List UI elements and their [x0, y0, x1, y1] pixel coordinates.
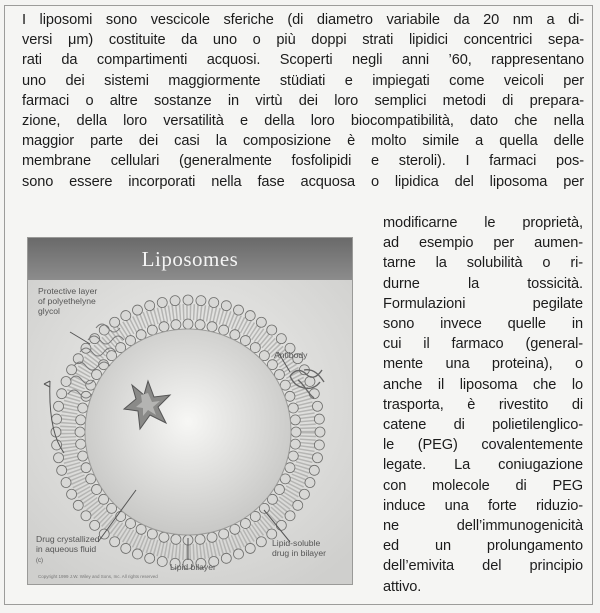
- lipid-head: [267, 325, 277, 335]
- text-line: Formulazioni pegilate: [383, 295, 583, 312]
- text-line: catene di polietilenglico-: [383, 417, 583, 434]
- lipid-head: [183, 319, 193, 329]
- lipid-head: [67, 489, 77, 499]
- lipid-head: [245, 311, 255, 321]
- text-line: modificarne le proprietà,: [383, 215, 583, 231]
- lipid-head: [54, 453, 64, 463]
- lipid-head: [290, 439, 300, 449]
- text-line: tarne la solubilità o ri-: [383, 255, 583, 272]
- lipid-head: [288, 451, 298, 461]
- lipid-head: [170, 296, 180, 306]
- label-drug-crystallized: Drug crystallized in aqueous fluid: [36, 534, 100, 554]
- lipid-head: [132, 549, 142, 559]
- text-line: sono invece quelle in: [383, 316, 583, 333]
- lipid-head: [315, 427, 325, 437]
- intro-paragraph: [22, 10, 584, 192]
- text-line: I liposomi sono vescicole sferiche (di diametro variabile da 20 nm a di-: [22, 12, 584, 28]
- lipid-head: [81, 463, 91, 473]
- lipid-head: [57, 389, 67, 399]
- lipid-head: [51, 427, 61, 437]
- text-line: mente una proteina), o: [383, 356, 583, 373]
- text-line: con molecole di PEG: [383, 477, 583, 494]
- lipid-head: [285, 463, 295, 473]
- lipid-head: [67, 365, 77, 375]
- lipid-head: [314, 414, 324, 424]
- label-lipid-bilayer: Lipid bilayer: [170, 562, 216, 572]
- text-line: ad esempio per aumen-: [383, 235, 583, 252]
- liposome-figure: [27, 237, 353, 585]
- lipid-head: [276, 334, 286, 344]
- lipid-head: [78, 451, 88, 461]
- text-line: anche il liposoma che lo: [383, 376, 583, 393]
- lipid-head: [157, 556, 167, 566]
- lipid-head: [312, 453, 322, 463]
- text-line: membrane cellulari (generalmente fosfolipidi e steroli). I farmaci pos-: [22, 153, 584, 170]
- lipid-head: [121, 543, 131, 553]
- text-line: le (PEG) covalentemente: [383, 437, 583, 454]
- lipid-head: [276, 520, 286, 530]
- lipid-head: [305, 376, 315, 386]
- lipid-head: [121, 311, 131, 321]
- lipid-head: [110, 317, 120, 327]
- lipid-head: [90, 520, 100, 530]
- text-line: legate. La coniugazione: [383, 457, 583, 474]
- text-line: induce una forte riduzio-: [383, 497, 583, 514]
- lipid-head: [293, 500, 303, 510]
- lipid-head: [159, 532, 169, 542]
- lipid-head: [81, 511, 91, 521]
- lipid-head: [234, 549, 244, 559]
- lipid-head: [290, 415, 300, 425]
- lipid-head: [299, 489, 309, 499]
- text-line: sono essere incorporati nella fase acquosa o lipidica del liposoma per: [22, 173, 584, 190]
- lipid-head: [147, 529, 157, 539]
- label-protective-layer: Protective layer of polyethelyne glycol: [38, 286, 98, 316]
- lipid-head: [73, 500, 83, 510]
- lipid-head: [147, 325, 157, 335]
- text-line: durne la tossicità.: [383, 275, 583, 292]
- text-line: zione, della loro versatilità e della loro biocompatibilità, dato che nella: [22, 113, 584, 130]
- lipid-head: [221, 301, 231, 311]
- text-line: trasporta, è rivestito di: [383, 396, 583, 413]
- text-line: cui il farmaco (general-: [383, 336, 583, 353]
- lipid-head: [75, 427, 85, 437]
- lipid-head: [52, 440, 62, 450]
- lipid-head: [219, 325, 229, 335]
- lipid-head: [157, 298, 167, 308]
- lipid-head: [57, 465, 67, 475]
- lipid-head: [52, 414, 62, 424]
- lipid-head: [61, 376, 71, 386]
- lipid-head: [285, 511, 295, 521]
- lipid-head: [221, 553, 231, 563]
- lipid-head: [76, 439, 86, 449]
- lipid-head: [207, 322, 217, 332]
- lipid-head: [145, 301, 155, 311]
- text-line: attivo.: [383, 578, 422, 595]
- lipid-head: [234, 305, 244, 315]
- label-lipid-soluble-drug: Lipid-soluble drug in bilayer: [272, 538, 326, 558]
- text-line: dell’emivita del principio: [383, 558, 583, 575]
- lipid-head: [309, 389, 319, 399]
- side-paragraph: [383, 213, 583, 597]
- lipid-head: [90, 334, 100, 344]
- lipid-head: [171, 320, 181, 330]
- text-line: farmaci o altre sostanze in virtù dei loro semplici metodi di prepara-: [22, 92, 584, 109]
- lipid-head: [159, 322, 169, 332]
- text-line: maggior parte dei casi la composizione è molto simile a quella delle: [22, 133, 584, 150]
- figure-copyright: Copyright 1999 J.W. Wiley and Sons, Inc. All rights reserved: [38, 574, 158, 579]
- lipid-head: [196, 296, 206, 306]
- lipid-head: [256, 317, 266, 327]
- lipid-head: [312, 401, 322, 411]
- lipid-head: [145, 553, 155, 563]
- lipid-head: [219, 529, 229, 539]
- lipid-head: [78, 403, 88, 413]
- lipid-head: [209, 298, 219, 308]
- lipid-head: [183, 295, 193, 305]
- lipid-head: [99, 325, 109, 335]
- lipid-head: [309, 465, 319, 475]
- lipid-head: [110, 537, 120, 547]
- text-line: ed un prolungamento: [383, 538, 583, 555]
- lipid-head: [288, 403, 298, 413]
- text-line: rati da compartimenti acquosi. Scoperti negli anni ’60, rappresentano: [22, 52, 584, 69]
- figure-title: Liposomes: [28, 238, 352, 280]
- label-antibody: Antibody: [274, 350, 308, 360]
- lipid-head: [245, 543, 255, 553]
- label-panel: (c): [36, 558, 43, 564]
- lipid-head: [171, 534, 181, 544]
- lipid-head: [291, 427, 301, 437]
- text-line: versi μm) costituite da uno o più doppi strati lipidici concentrici sepa-: [22, 32, 584, 49]
- text-line: ne dell’immunogenicità: [383, 518, 583, 535]
- lipid-head: [76, 415, 86, 425]
- lipid-head: [207, 532, 217, 542]
- text-line: uno dei sistemi maggiormente stüdiati e impiegati come veicoli per: [22, 72, 584, 89]
- lipid-head: [195, 320, 205, 330]
- lipid-head: [285, 391, 295, 401]
- lipid-head: [314, 440, 324, 450]
- lipid-head: [256, 537, 266, 547]
- lipid-head: [132, 305, 142, 315]
- lipid-head: [61, 478, 71, 488]
- lipid-head: [54, 401, 64, 411]
- lipid-head: [305, 478, 315, 488]
- lipid-head: [195, 534, 205, 544]
